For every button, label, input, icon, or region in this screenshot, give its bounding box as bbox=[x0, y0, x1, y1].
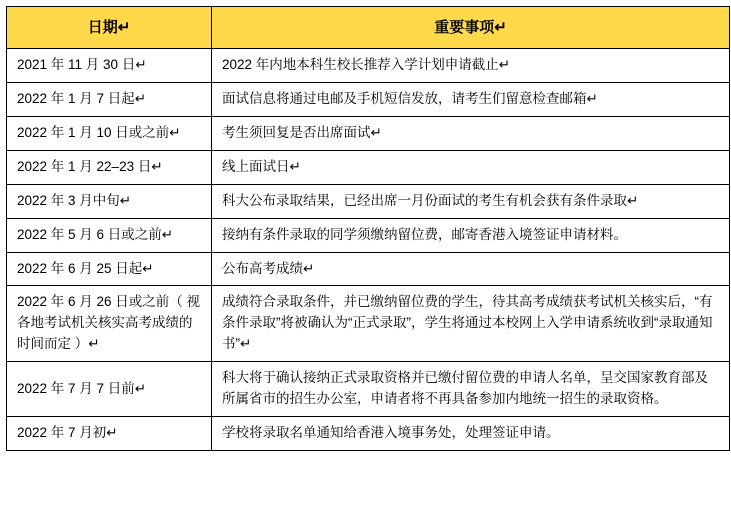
table-row bbox=[7, 184, 730, 218]
table-row bbox=[7, 218, 730, 252]
cell-item: 接纳有条件录取的同学须缴纳留位费，邮寄香港入境签证申请材料。 bbox=[212, 218, 730, 252]
cell-date: 2022 年 7 月 7 日前↵ bbox=[7, 362, 212, 417]
table-row bbox=[7, 150, 730, 184]
table-row bbox=[7, 362, 730, 417]
cell-date: 2022 年 1 月 10 日或之前↵ bbox=[7, 116, 212, 150]
cell-item: 线上面试日↵ bbox=[212, 150, 730, 184]
cell-item: 面试信息将通过电邮及手机短信发放，请考生们留意检查邮箱↵ bbox=[212, 82, 730, 116]
cell-date: 2021 年 11 月 30 日↵ bbox=[7, 49, 212, 83]
table-row bbox=[7, 116, 730, 150]
table-header bbox=[7, 7, 730, 49]
column-header-date: 日期↵ bbox=[7, 7, 212, 49]
cell-item: 公布高考成绩↵ bbox=[212, 252, 730, 286]
cell-item: 科大将于确认接纳正式录取资格并已缴付留位费的申请人名单，呈交国家教育部及所属省市的招生办公室，申请者将不再具备参加内地统一招生的录取资格。 bbox=[212, 362, 730, 417]
cell-date: 2022 年 3 月中旬↵ bbox=[7, 184, 212, 218]
table-row bbox=[7, 252, 730, 286]
cell-item: 2022 年内地本科生校长推荐入学计划申请截止↵ bbox=[212, 49, 730, 83]
cell-date: 2022 年 7 月初↵ bbox=[7, 417, 212, 451]
cell-item: 科大公布录取结果，已经出席一月份面试的考生有机会获有条件录取↵ bbox=[212, 184, 730, 218]
table-row bbox=[7, 417, 730, 451]
cell-date: 2022 年 1 月 7 日起↵ bbox=[7, 82, 212, 116]
table-row bbox=[7, 286, 730, 362]
table-header-row bbox=[7, 7, 730, 49]
cell-date: 2022 年 6 月 25 日起↵ bbox=[7, 252, 212, 286]
column-header-item: 重要事项↵ bbox=[212, 7, 730, 49]
cell-date: 2022 年 5 月 6 日或之前↵ bbox=[7, 218, 212, 252]
cell-date: 2022 年 6 月 26 日或之前（ 视 各地考试机关核实高考成绩的时间而定 ）↵ bbox=[7, 286, 212, 362]
cell-date: 2022 年 1 月 22–23 日↵ bbox=[7, 150, 212, 184]
cell-item: 学校将录取名单通知给香港入境事务处，处理签证申请。 bbox=[212, 417, 730, 451]
table-row bbox=[7, 82, 730, 116]
cell-item: 考生须回复是否出席面试↵ bbox=[212, 116, 730, 150]
cell-item: 成绩符合录取条件，并已缴纳留位费的学生，待其高考成绩获考试机关核实后，“有条件录取”将被确认为“正式录取”，学生将通过本校网上入学申请系统收到“录取通知书”↵ bbox=[212, 286, 730, 362]
table-row bbox=[7, 49, 730, 83]
admission-schedule-table bbox=[6, 6, 730, 451]
table-body bbox=[7, 49, 730, 451]
